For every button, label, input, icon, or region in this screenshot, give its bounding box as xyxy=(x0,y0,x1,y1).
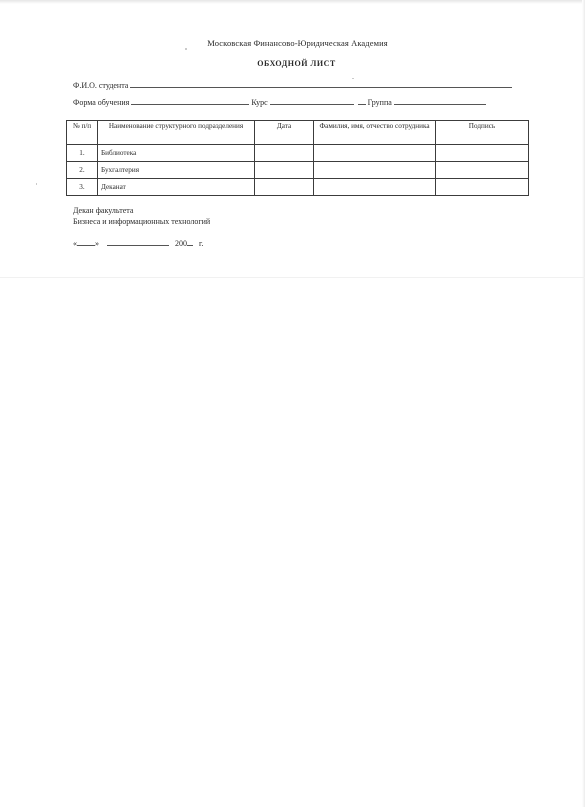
col-header-number: № п/п xyxy=(67,121,98,145)
faculty-name: Бизнеса и информационных технологий xyxy=(73,217,211,226)
group-label: Группа xyxy=(367,98,392,107)
student-name-label: Ф.И.О. студента xyxy=(73,81,129,90)
quote-open: « xyxy=(73,239,77,248)
date-cell[interactable] xyxy=(255,145,314,162)
row-number: 2. xyxy=(67,162,98,179)
date-cell[interactable] xyxy=(255,162,314,179)
department-name: Библиотека xyxy=(98,145,255,162)
quote-close: » xyxy=(95,239,99,248)
col-header-department: Наименование структурного подразделения xyxy=(98,121,255,145)
group-field[interactable] xyxy=(394,97,486,105)
date-line xyxy=(73,238,203,248)
dean-title: Декан факультета xyxy=(73,206,134,215)
employee-cell[interactable] xyxy=(314,179,436,196)
academy-name: Московская Финансово-Юридическая Академия xyxy=(207,38,388,48)
col-header-date: Дата xyxy=(255,121,314,145)
employee-cell[interactable] xyxy=(314,162,436,179)
study-form-label: Форма обучения xyxy=(73,98,130,107)
table-row xyxy=(67,179,529,196)
scan-edge xyxy=(0,0,585,4)
department-name: Бухгалтерия xyxy=(98,162,255,179)
year-field[interactable] xyxy=(187,238,193,246)
day-field[interactable] xyxy=(77,238,95,246)
table-row xyxy=(67,162,529,179)
fold-line xyxy=(0,277,585,278)
course-field-extra[interactable] xyxy=(358,97,366,105)
student-name-row xyxy=(73,80,512,90)
course-label: Курс xyxy=(251,98,268,107)
employee-cell[interactable] xyxy=(314,145,436,162)
table-row xyxy=(67,145,529,162)
study-form-field[interactable] xyxy=(131,97,249,105)
scan-speck xyxy=(36,183,37,185)
table-header-row xyxy=(67,121,529,145)
scan-speck xyxy=(185,48,187,50)
year-prefix: 200 xyxy=(175,239,187,248)
department-name: Деканат xyxy=(98,179,255,196)
col-header-signature: Подпись xyxy=(436,121,529,145)
scan-speck xyxy=(352,78,354,79)
year-suffix: г. xyxy=(199,239,204,248)
month-field[interactable] xyxy=(107,238,169,246)
signature-cell[interactable] xyxy=(436,179,529,196)
study-form-row xyxy=(73,97,486,107)
date-cell[interactable] xyxy=(255,179,314,196)
row-number: 3. xyxy=(67,179,98,196)
row-number: 1. xyxy=(67,145,98,162)
document-title: ОБХОДНОЙ ЛИСТ xyxy=(257,59,336,68)
col-header-employee: Фамилия, имя, отчество сотрудника xyxy=(314,121,436,145)
clearance-table xyxy=(66,120,529,196)
signature-cell[interactable] xyxy=(436,162,529,179)
signature-cell[interactable] xyxy=(436,145,529,162)
student-name-field[interactable] xyxy=(130,80,512,88)
course-field[interactable] xyxy=(270,97,354,105)
